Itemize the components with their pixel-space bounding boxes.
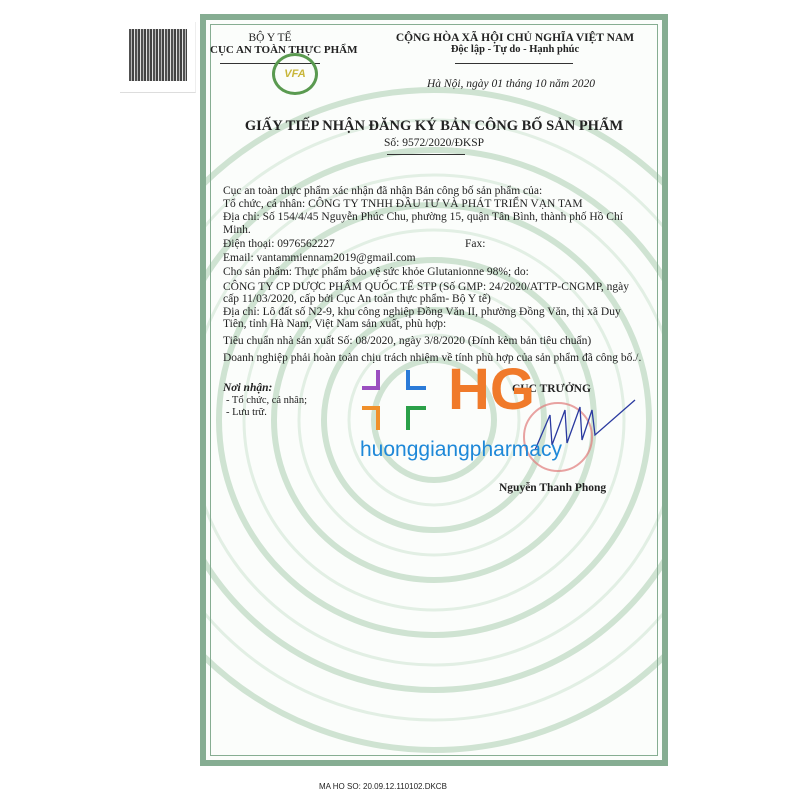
hg-watermark-logo: HG: [448, 357, 535, 422]
body-line: Cục an toàn thực phẩm xác nhận đã nhận Bản công bố sản phẩm của:: [223, 185, 543, 197]
manufacturer-address-cont: Tiên, tỉnh Hà Nam, Việt Nam sản xuất, phù hợp:: [223, 318, 447, 330]
motto: Độc lập - Tự do - Hạnh phúc: [450, 44, 580, 55]
nation-title: CỘNG HÒA XÃ HỘI CHỦ NGHĨA VIỆT NAM: [395, 32, 635, 44]
ministry: BỘ Y TẾ: [248, 32, 292, 44]
standard: Tiêu chuẩn nhà sản xuất Số: 08/2020, ngày 3/8/2020 (Đính kèm bản tiêu chuẩn): [223, 335, 592, 347]
recipient-item: - Tổ chức, cá nhân;: [226, 395, 308, 406]
dossier-code: MA HO SO: 20.09.12.110102.DKCB: [319, 782, 447, 791]
document-number: Số: 9572/2020/ĐKSP: [383, 137, 484, 149]
qr-code: [129, 29, 187, 81]
watermark-site: huonggiangpharmacy: [360, 438, 562, 461]
fax: Fax:: [465, 238, 486, 250]
product: Cho sản phẩm: Thực phẩm bảo vệ sức khỏe Glutanionne 98%; do:: [223, 266, 529, 278]
issue-date: Hà Nội, ngày 01 tháng 10 năm 2020: [427, 78, 596, 90]
address: Địa chỉ: Số 154/4/45 Nguyễn Phúc Chu, phường 15, quận Tân Bình, thành phố Hồ Chí: [223, 211, 623, 223]
document-title: GIẤY TIẾP NHẬN ĐĂNG KÝ BẢN CÔNG BỐ SẢN PHẨM: [244, 118, 624, 134]
pharmacy-cross-logo: [358, 366, 430, 434]
phone: Điện thoại: 0976562227: [223, 238, 335, 250]
recipients-title: Nơi nhận:: [223, 382, 273, 394]
qr-code-box: [120, 22, 196, 93]
recipient-item: - Lưu trữ.: [226, 407, 267, 418]
address-cont: Minh.: [223, 224, 251, 236]
organization: Tổ chức, cá nhân: CÔNG TY TNHH ĐẦU TƯ VÀ PHÁT TRIỂN VẠN TAM: [223, 198, 583, 210]
email: Email: vantammiennam2019@gmail.com: [223, 252, 416, 264]
signer-role: CỤC TRƯỞNG: [512, 383, 591, 395]
vfa-logo: VFA: [272, 53, 318, 95]
agency: CỤC AN TOÀN THỰC PHẨM: [210, 44, 358, 56]
responsibility: Doanh nghiệp phải hoàn toàn chịu trách nhiệm về tính phù hợp của sản phẩm đã công bố./.: [223, 352, 642, 364]
manufacturer: CÔNG TY CP DƯỢC PHẨM QUỐC TẾ STP (Số GMP: 24/2020/ATTP-CNGMP, ngày: [223, 281, 629, 293]
manufacturer-address: Địa chỉ: Lô đất số N2-9, khu công nghiệp Đồng Văn II, phường Đồng Văn, thị xã Duy: [223, 306, 621, 318]
signer-name: Nguyễn Thanh Phong: [499, 482, 607, 494]
manufacturer-cont: cấp 11/03/2020, cấp bởi Cục An toàn thực phẩm- Bộ Y tế): [223, 293, 491, 305]
